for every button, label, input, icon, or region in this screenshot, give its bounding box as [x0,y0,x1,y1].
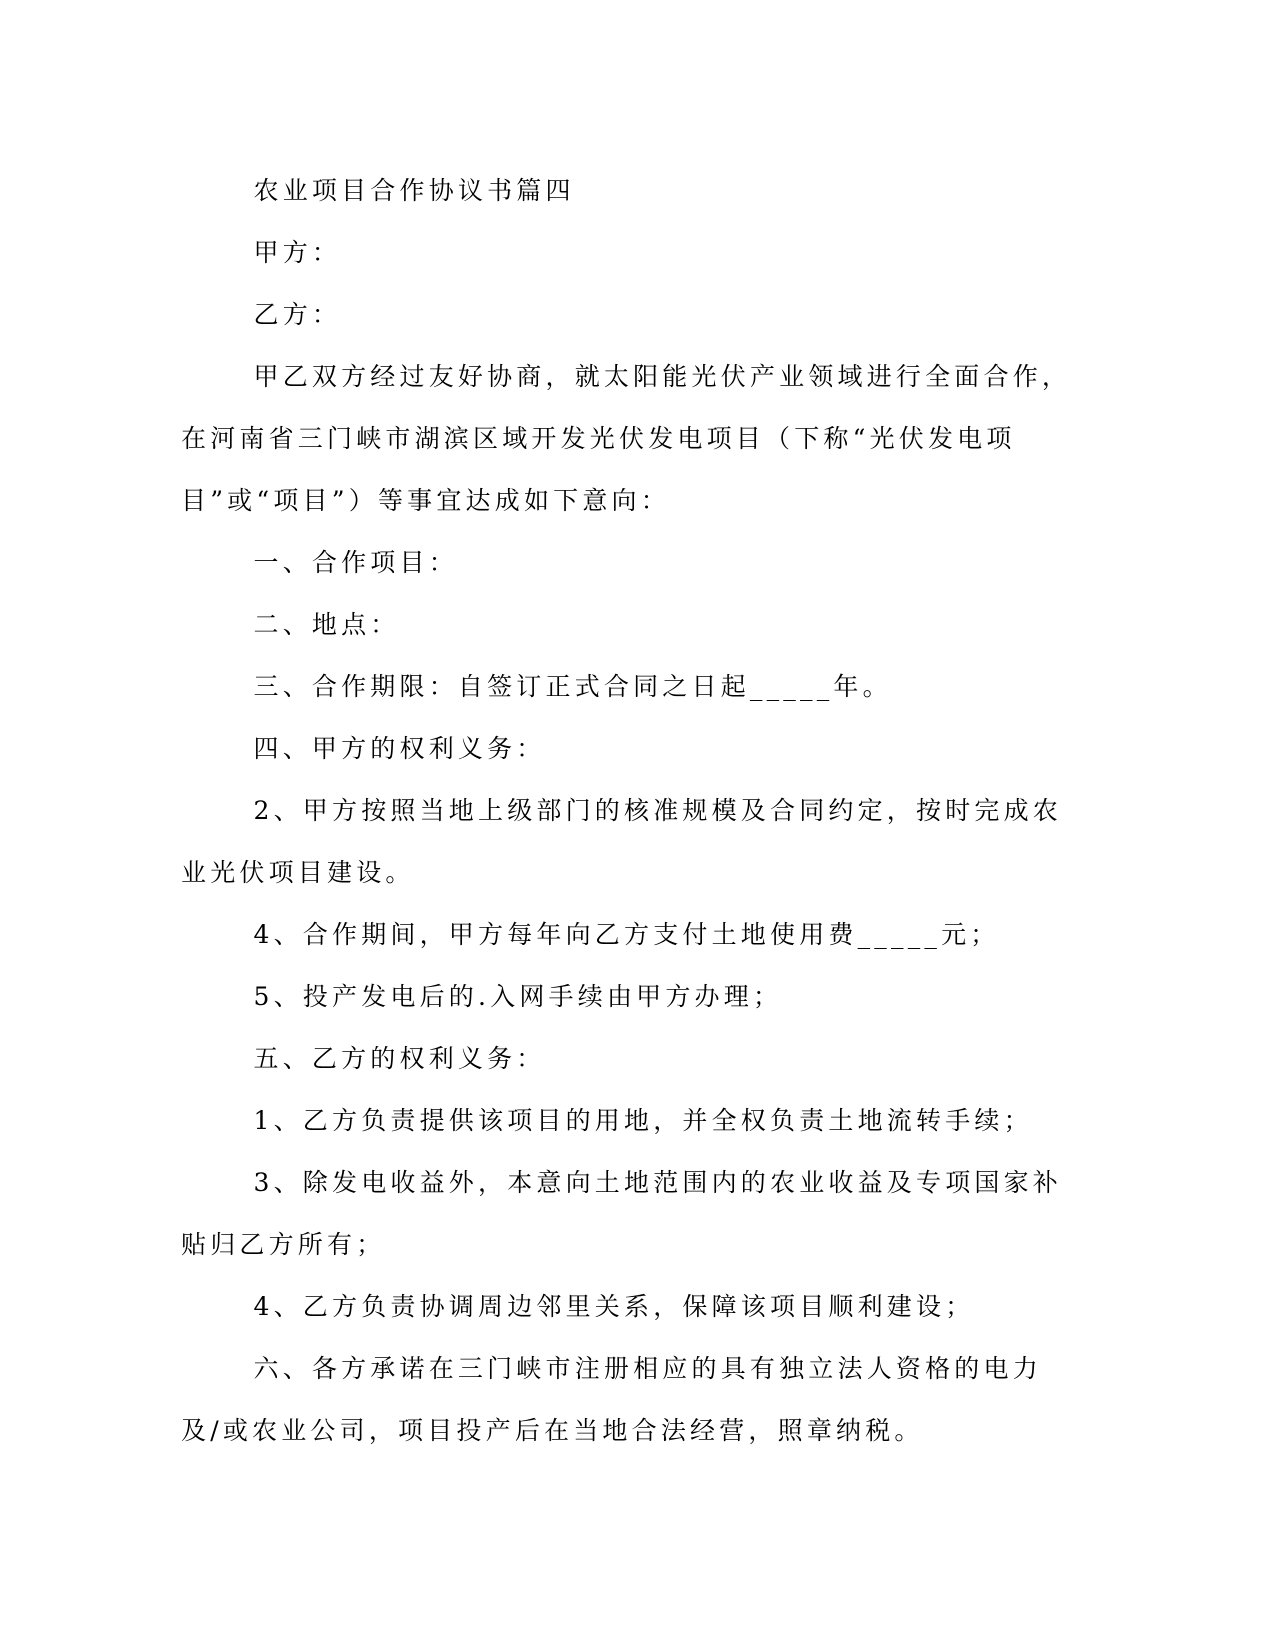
clause-party-b-item-4: 4、乙方负责协调周边邻里关系，保障该项目顺利建设； [253,1292,975,1321]
clause-term: 三、合作期限：自签订正式合同之日起_____年。 [253,672,892,701]
clause-party-a-item-4: 4、合作期间，甲方每年向乙方支付土地使用费_____元； [253,920,1000,949]
party-a-line: 甲方： [253,238,342,267]
clause-party-a-item-2: 2、甲方按照当地上级部门的核准规模及合同约定，按时完成农业光伏项目建设。 [181,796,1063,887]
document-title: 农业项目合作协议书篇四 [253,176,575,205]
clause-party-b-heading: 五、乙方的权利义务： [253,1044,546,1073]
clause-cooperation-project: 一、合作项目： [253,548,458,577]
clause-party-a-heading: 四、甲方的权利义务： [253,734,546,763]
document-body [181,160,1081,1462]
intro-paragraph: 甲乙双方经过友好协商，就太阳能光伏产业领域进行全面合作，在河南省三门峡市湖滨区域开发光伏发电项目（下称“光伏发电项目”或“项目”）等事宜达成如下意向： [181,362,1072,515]
clause-party-b-item-3: 3、除发电收益外，本意向土地范围内的农业收益及专项国家补贴归乙方所有； [181,1168,1063,1259]
clause-party-b-item-1: 1、乙方负责提供该项目的用地，并全权负责土地流转手续； [253,1106,1033,1135]
clause-commitments: 六、各方承诺在三门峡市注册相应的具有独立法人资格的电力及/或农业公司，项目投产后在当地合法经营，照章纳税。 [181,1354,1042,1445]
party-b-line: 乙方： [253,300,342,329]
clause-location: 二、地点： [253,610,400,639]
clause-party-a-item-5: 5、投产发电后的.入网手续由甲方办理； [253,982,783,1011]
